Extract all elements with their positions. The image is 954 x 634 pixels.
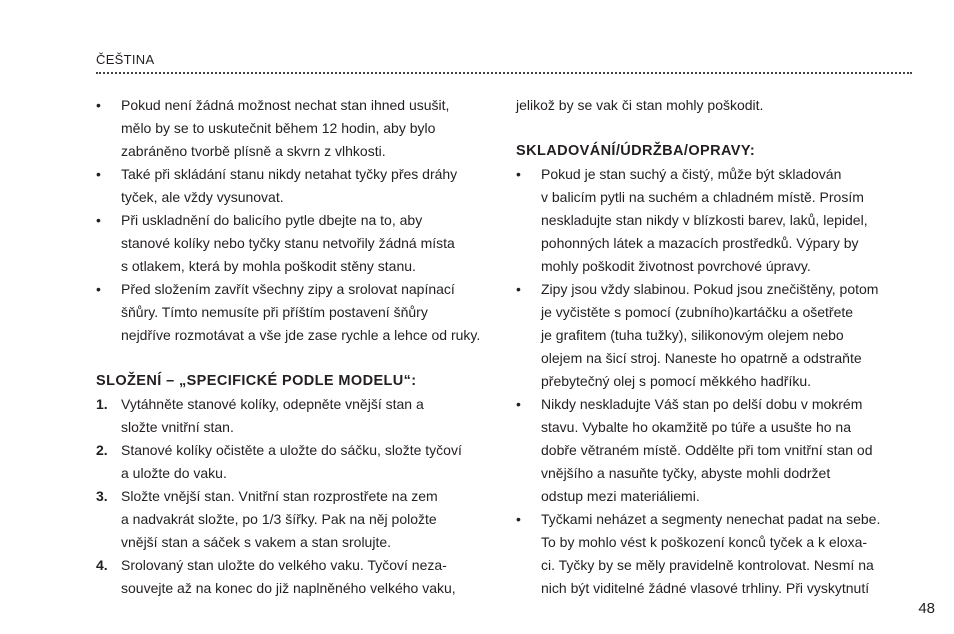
bullet-text-line: je grafitem (tuha tužky), silikonovým olejem nebo bbox=[541, 327, 844, 343]
bullet-icon: • bbox=[96, 166, 101, 182]
bullet-text-line: Pokud je stan suchý a čistý, může být skladován bbox=[541, 166, 842, 182]
numbered-step bbox=[96, 439, 496, 485]
bullet-icon: • bbox=[96, 97, 101, 113]
bullet-text-line: stavu. Vybalte ho okamžitě po túře a usušte ho na bbox=[541, 419, 852, 435]
bullet-text-line: nich být viditelné žádné vlasové trhliny. Při vyskytnutí bbox=[541, 580, 870, 596]
bullet-text-line: vnějšího a nasuňte tyčky, abyste mohli dodržet bbox=[541, 465, 831, 481]
spacer bbox=[96, 347, 496, 370]
bullet-text-line: Zipy jsou vždy slabinou. Pokud jsou znečištěny, potom bbox=[541, 281, 879, 297]
bullet-text-line: dobře větraném místě. Oddělte při tom vnitřní stan od bbox=[541, 442, 873, 458]
bullet-text-line: pohonných látek a mazacích prostředků. Výpary by bbox=[541, 235, 859, 251]
bullet-item bbox=[96, 163, 496, 209]
bullet-text-line: tyček, ale vždy vysunovat. bbox=[121, 189, 284, 205]
page-header-language: ČEŠTINA bbox=[96, 52, 155, 67]
left-bullet-list bbox=[96, 94, 496, 347]
page-number: 48 bbox=[918, 600, 935, 617]
bullet-text-line: ci. Tyčky by se měly pravidelně kontrolovat. Nesmí na bbox=[541, 557, 874, 573]
bullet-text-line: Před složením zavřít všechny zipy a srolovat napínací bbox=[121, 281, 455, 297]
bullet-text-line: přebytečný olej s pomocí měkkého hadříku. bbox=[541, 373, 812, 389]
dotted-divider bbox=[96, 72, 912, 74]
numbered-step bbox=[96, 485, 496, 554]
step-text-line: složte vnitřní stan. bbox=[121, 419, 234, 435]
section-heading-storage: SKLADOVÁNÍ/ÚDRŽBA/OPRAVY: bbox=[516, 143, 756, 159]
bullet-item bbox=[96, 94, 496, 163]
bullet-item bbox=[516, 393, 916, 508]
step-number: 1. bbox=[96, 396, 108, 412]
step-text-line: Stanové kolíky očistěte a uložte do sáčku, složte tyčoví bbox=[121, 442, 462, 458]
bullet-text-line: Nikdy neskladujte Váš stan po delší dobu v mokrém bbox=[541, 396, 863, 412]
bullet-icon: • bbox=[516, 511, 521, 527]
step-number: 3. bbox=[96, 488, 108, 504]
left-column bbox=[96, 94, 496, 600]
bullet-text-line: mělo by se to uskutečnit během 12 hodin, aby bylo bbox=[121, 120, 436, 136]
bullet-icon: • bbox=[516, 281, 521, 297]
bullet-text-line: zabráněno tvorbě plísně a skvrn z vlhkosti. bbox=[121, 143, 386, 159]
step-text-line: Vytáhněte stanové kolíky, odepněte vnější stan a bbox=[121, 396, 424, 412]
numbered-step bbox=[96, 554, 496, 600]
bullet-icon: • bbox=[516, 166, 521, 182]
bullet-item bbox=[516, 278, 916, 393]
step-text-line: souvejte až na konec do již naplněného velkého vaku, bbox=[121, 580, 456, 596]
bullet-item bbox=[96, 209, 496, 278]
step-text-line: a uložte do vaku. bbox=[121, 465, 227, 481]
bullet-text-line: To by mohlo vést k poškození konců tyček a k eloxa- bbox=[541, 534, 868, 550]
step-text-line: a nadvakrát složte, po 1/3 šířky. Pak na něj položte bbox=[121, 511, 437, 527]
right-bullet-list bbox=[516, 163, 916, 600]
section-heading-folding: SLOŽENÍ – „SPECIFICKÉ PODLE MODELU“: bbox=[96, 373, 417, 389]
bullet-text-line: neskladujte stan nikdy v blízkosti barev, laků, lepidel, bbox=[541, 212, 868, 228]
bullet-text-line: šňůry. Tímto nemusíte při příštím postavení šňůry bbox=[121, 304, 428, 320]
step-text-line: Srolovaný stan uložte do velkého vaku. Tyčoví neza- bbox=[121, 557, 447, 573]
bullet-icon: • bbox=[96, 281, 101, 297]
bullet-text-line: olejem na šicí stroj. Naneste ho opatrně a odstraňte bbox=[541, 350, 862, 366]
bullet-text-line: Tyčkami neházet a segmenty nenechat padat na sebe. bbox=[541, 511, 881, 527]
folding-steps-list bbox=[96, 393, 496, 600]
step-number: 4. bbox=[96, 557, 108, 573]
step-text-line: vnější stan a sáček s vakem a stan srolujte. bbox=[121, 534, 392, 550]
bullet-icon: • bbox=[96, 212, 101, 228]
bullet-text-line: nejdříve rozmotávat a vše jde zase rychle a lehce od ruky. bbox=[121, 327, 481, 343]
right-column bbox=[516, 94, 916, 600]
step-number: 2. bbox=[96, 442, 108, 458]
bullet-item bbox=[516, 163, 916, 278]
bullet-text-line: Pokud není žádná možnost nechat stan ihned usušit, bbox=[121, 97, 450, 113]
bullet-text-line: v balicím pytli na suchém a chladném místě. Prosím bbox=[541, 189, 864, 205]
step-text-line: Složte vnější stan. Vnitřní stan rozprostřete na zem bbox=[121, 488, 438, 504]
bullet-text-line: mohly poškodit životnost povrchové úpravy. bbox=[541, 258, 811, 274]
spacer bbox=[516, 117, 916, 140]
bullet-icon: • bbox=[516, 396, 521, 412]
bullet-text-line: s otlakem, která by mohla poškodit stěny stanu. bbox=[121, 258, 416, 274]
bullet-text-line: odstup mezi materiáliemi. bbox=[541, 488, 700, 504]
bullet-text-line: Také při skládání stanu nikdy netahat tyčky přes dráhy bbox=[121, 166, 458, 182]
continuation-text: jelikož by se vak či stan mohly poškodit. bbox=[516, 97, 764, 113]
bullet-text-line: Při uskladnění do balicího pytle dbejte na to, aby bbox=[121, 212, 423, 228]
bullet-text-line: je vyčistěte s pomocí (zubního)kartáčku a ošetřete bbox=[541, 304, 854, 320]
numbered-step bbox=[96, 393, 496, 439]
bullet-item bbox=[516, 508, 916, 600]
bullet-item bbox=[96, 278, 496, 347]
bullet-text-line: stanové kolíky nebo tyčky stanu netvořily žádná místa bbox=[121, 235, 455, 251]
